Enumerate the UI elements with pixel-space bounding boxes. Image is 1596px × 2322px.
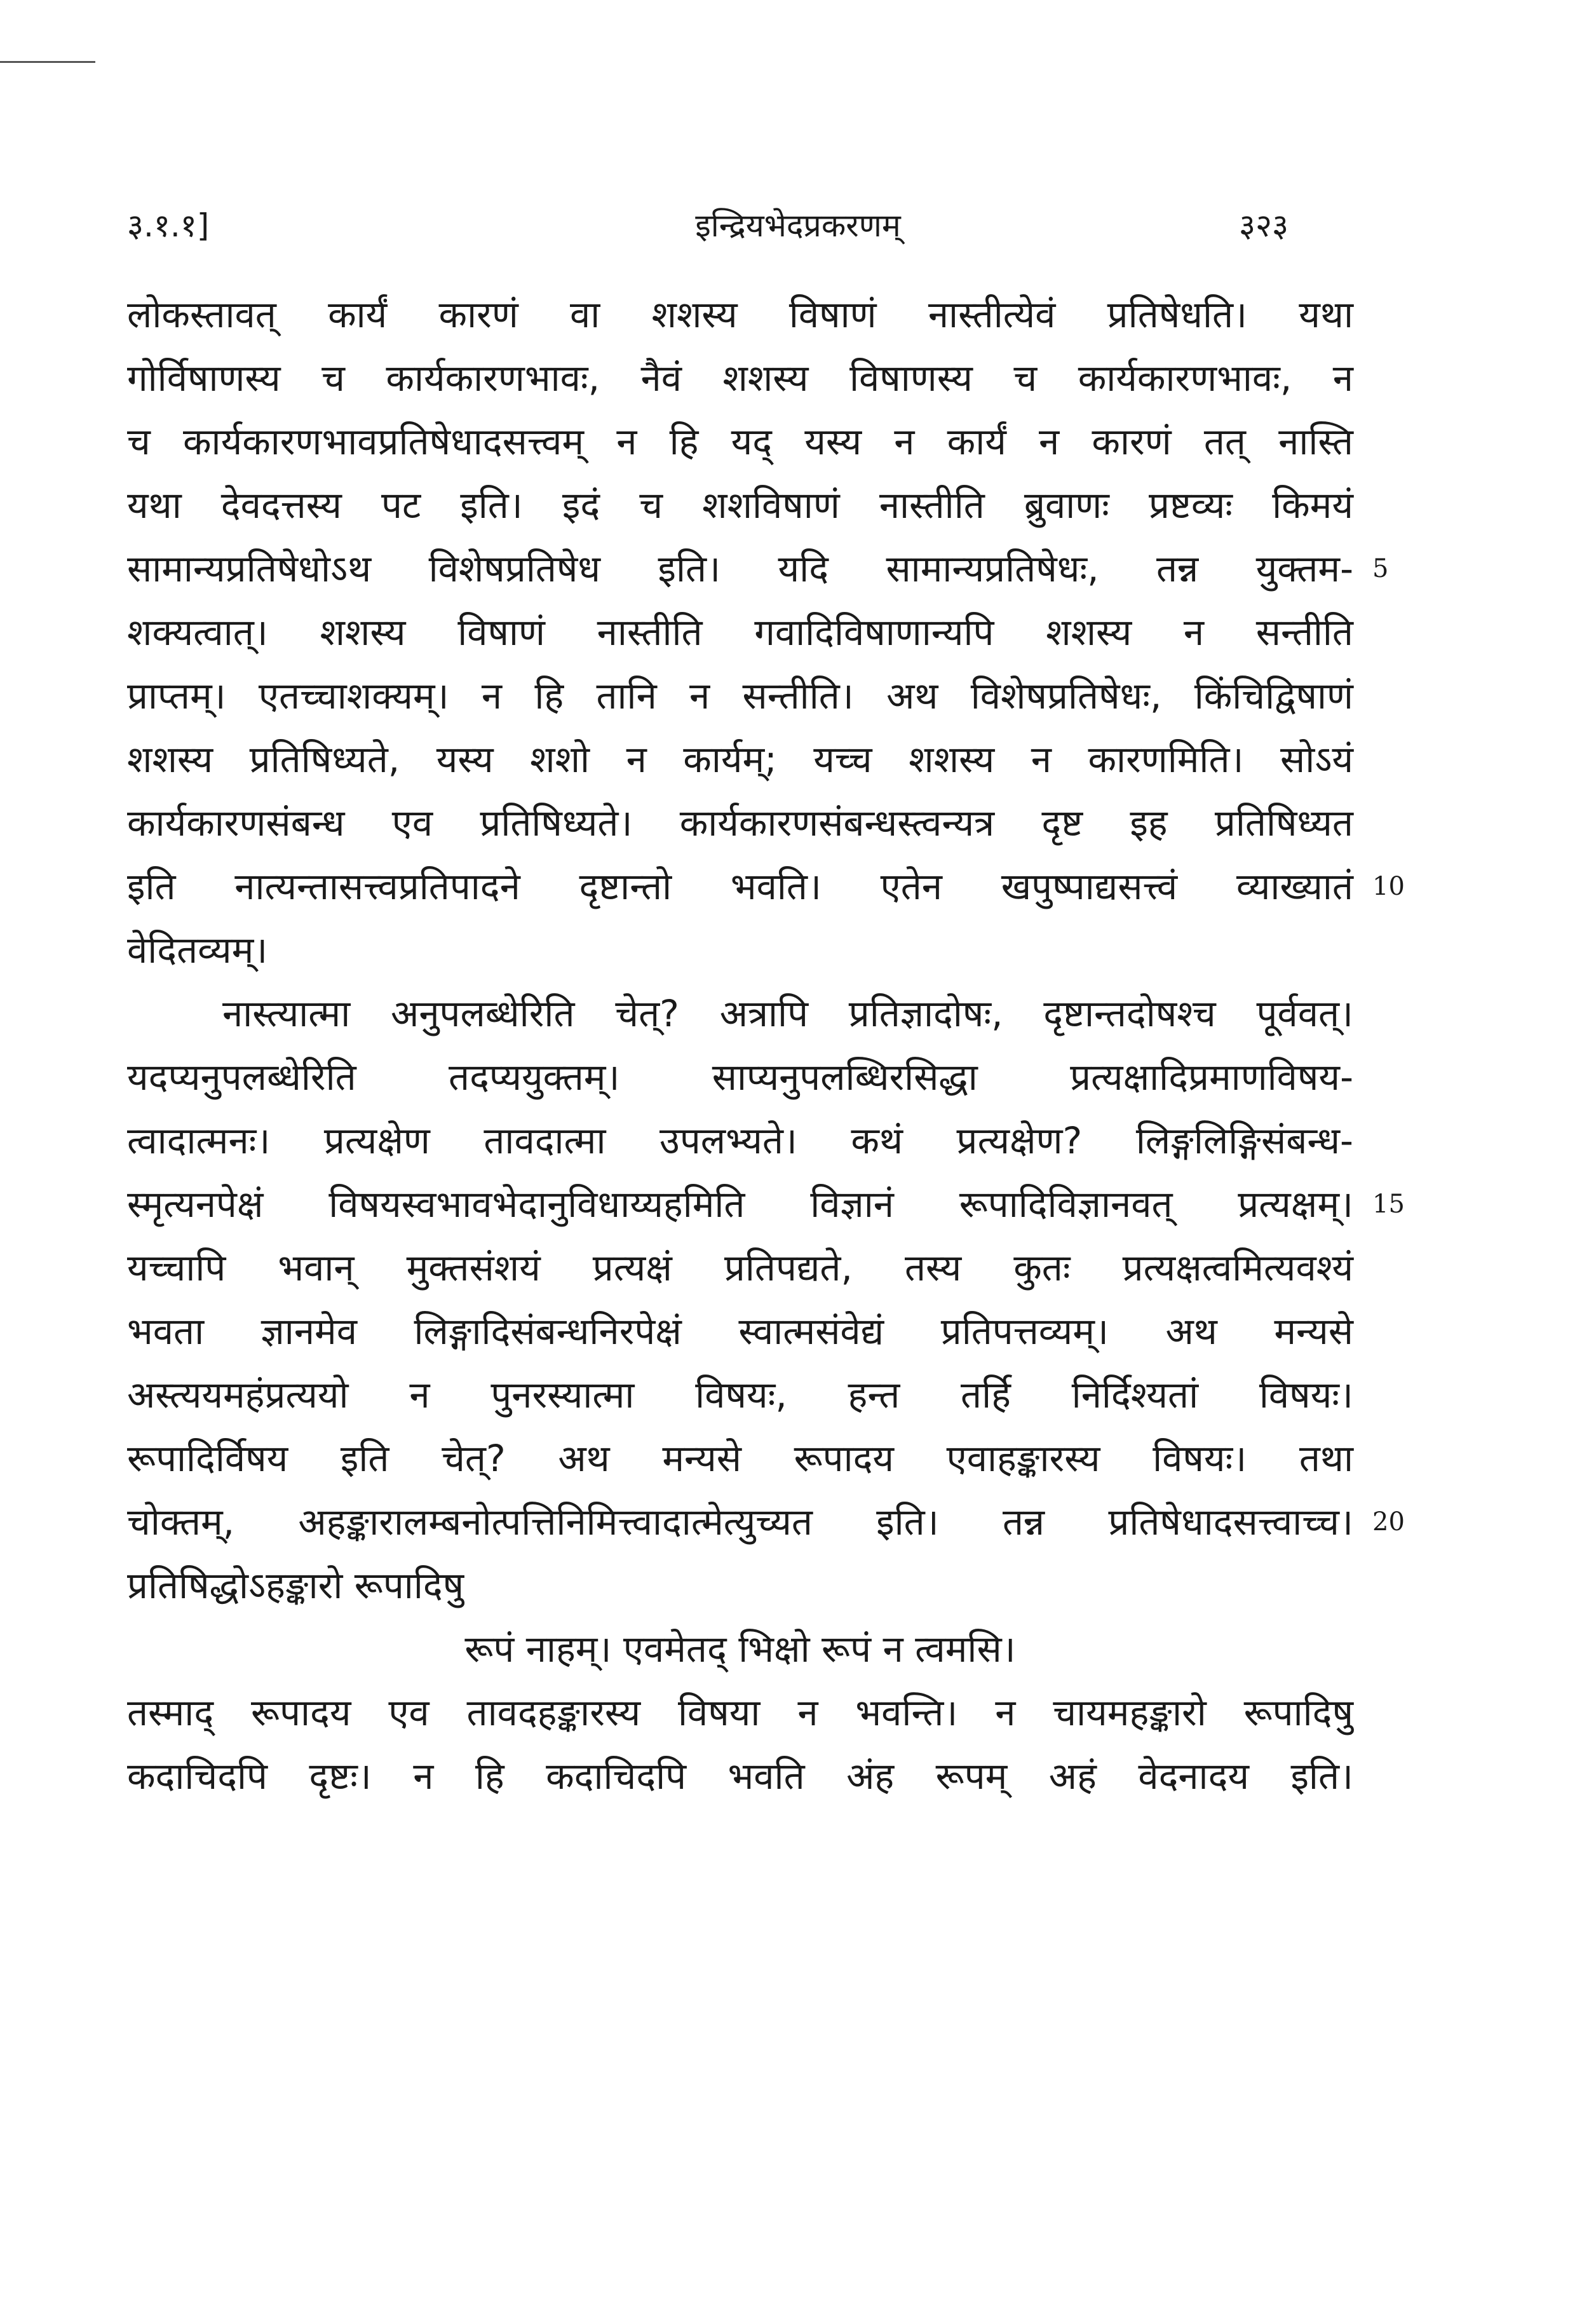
text-line: सामान्यप्रतिषेधोऽथ विशेषप्रतिषेध इति। यदि सामान्यप्रतिषेधः, तन्न युक्तम- <box>127 547 1353 590</box>
text-line: भवता ज्ञानमेव लिङ्गादिसंबन्धनिरपेक्षं स्वात्मसंवेद्यं प्रतिपत्तव्यम्। अथ मन्यसे <box>127 1310 1353 1353</box>
text-line: शक्यत्वात्। शशस्य विषाणं नास्तीति गवादिविषाणान्यपि शशस्य न सन्तीति <box>127 611 1353 654</box>
line-number-20: 20 <box>1372 1507 1405 1537</box>
text-line: अस्त्ययमहंप्रत्ययो न पुनरस्यात्मा विषयः, हन्त तर्हि निर्दिश्यतां विषयः। <box>127 1373 1353 1416</box>
text-line: यदप्यनुपलब्धेरिति तदप्ययुक्तम्। साप्यनुपलब्धिरसिद्धा प्रत्यक्षादिप्रमाणविषय- <box>127 1056 1353 1099</box>
text-line: कार्यकारणसंबन्ध एव प्रतिषिध्यते। कार्यकारणसंबन्धस्त्वन्यत्र दृष्ट इह प्रतिषिध्यत <box>127 801 1353 845</box>
text-line: स्मृत्यनपेक्षं विषयस्वभावभेदानुविधाय्यहमिति विज्ञानं रूपादिविज्ञानवत् प्रत्यक्षम्। <box>127 1183 1353 1226</box>
page-number: ३२३ <box>1239 207 1288 244</box>
quoted-verse: रूपं नाहम्। एवमेतद् भिक्षो रूपं न त्वमसि। <box>464 1627 1016 1671</box>
text-line: लोकस्तावत् कार्यं कारणं वा शशस्य विषाणं नास्तीत्येवं प्रतिषेधति। यथा <box>127 293 1353 336</box>
text-line: गोर्विषाणस्य च कार्यकारणभावः, नैवं शशस्य विषाणस्य च कार्यकारणभावः, न <box>127 356 1353 400</box>
text-line: प्रतिषिद्धोऽहङ्कारो रूपादिषु <box>127 1564 464 1607</box>
section-reference: ३.१.१] <box>127 207 210 244</box>
scan-edge-mark <box>0 61 95 63</box>
running-title: इन्द्रियभेदप्रकरणम् <box>695 207 901 244</box>
text-line: कदाचिदपि दृष्टः। न हि कदाचिदपि भवति अंह रूपम् अहं वेदनादय इति। <box>127 1755 1353 1798</box>
text-line: यच्चापि भवान् मुक्तसंशयं प्रत्यक्षं प्रतिपद्यते, तस्य कुतः प्रत्यक्षत्वमित्यवश्यं <box>127 1246 1353 1289</box>
text-line: चोक्तम्, अहङ्कारालम्बनोत्पत्तिनिमित्त्वादात्मेत्युच्यत इति। तन्न प्रतिषेधादसत्त्वाच्च। <box>127 1500 1353 1544</box>
text-line: रूपादिर्विषय इति चेत्? अथ मन्यसे रूपादय एवाहङ्कारस्य विषयः। तथा <box>127 1437 1353 1480</box>
text-line: शशस्य प्रतिषिध्यते, यस्य शशो न कार्यम्; यच्च शशस्य न कारणमिति। सोऽयं <box>127 738 1353 781</box>
text-line: यथा देवदत्तस्य पट इति। इदं च शशविषाणं नास्तीति ब्रुवाणः प्रष्टव्यः किमयं <box>127 484 1353 527</box>
text-line: प्राप्तम्। एतच्चाशक्यम्। न हि तानि न सन्तीति। अथ विशेषप्रतिषेधः, किंचिद्विषाणं <box>127 674 1353 717</box>
text-line: वेदितव्यम्। <box>127 928 268 972</box>
text-line: त्वादात्मनः। प्रत्यक्षेण तावदात्मा उपलभ्यते। कथं प्रत्यक्षेण? लिङ्गलिङ्गिसंबन्ध- <box>127 1119 1353 1162</box>
text-line: इति नात्यन्तासत्त्वप्रतिपादने दृष्टान्तो भवति। एतेन खपुष्पाद्यसत्त्वं व्याख्यातं <box>127 865 1353 908</box>
line-number-5: 5 <box>1372 554 1389 583</box>
text-line: तस्माद् रूपादय एव तावदहङ्कारस्य विषया न भवन्ति। न चायमहङ्कारो रूपादिषु <box>127 1691 1353 1734</box>
line-number-15: 15 <box>1372 1190 1405 1219</box>
text-line: च कार्यकारणभावप्रतिषेधादसत्त्वम् न हि यद् यस्य न कार्यं न कारणं तत् नास्ति <box>127 420 1353 463</box>
line-number-10: 10 <box>1372 872 1405 901</box>
paragraph-start-line: नास्त्यात्मा अनुपलब्धेरिति चेत्? अत्रापि प्रतिज्ञादोषः, दृष्टान्तदोषश्च पूर्ववत्। <box>222 992 1353 1035</box>
